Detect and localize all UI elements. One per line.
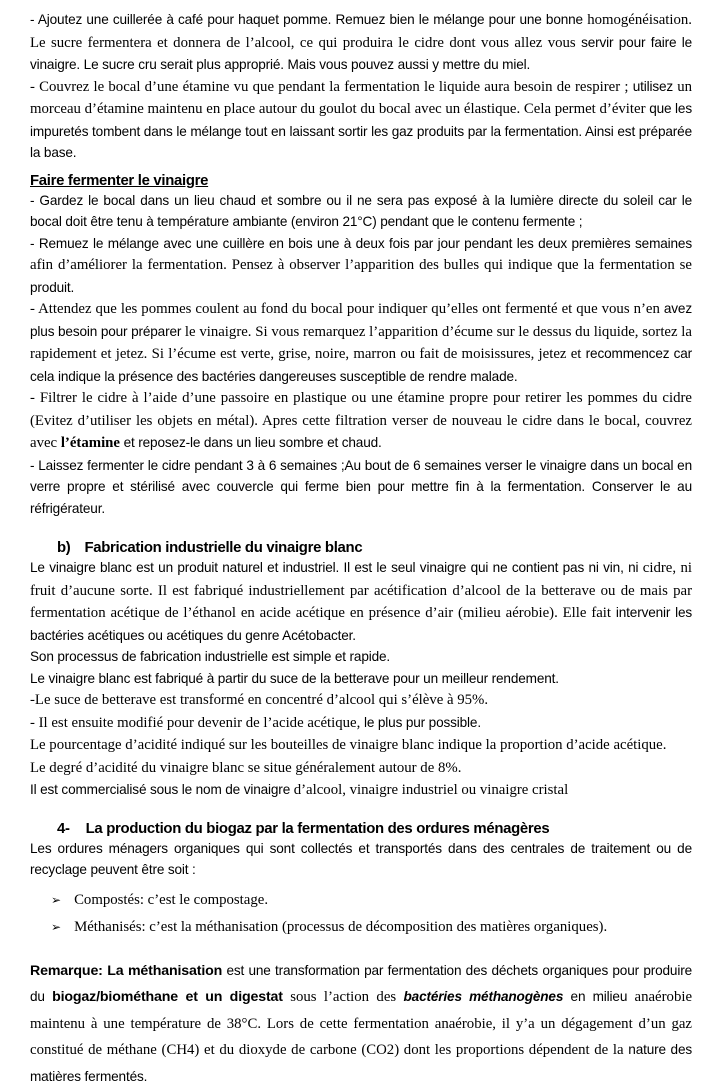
text-run: Les ordures ménagers organiques qui sont collectés et transportés dans des centrales de traitement ou de recyclage peuvent être soit : xyxy=(30,841,692,878)
list-item-text: Méthanisés: c’est la méthanisation (processus de décomposition des matières organiques). xyxy=(74,914,607,941)
text-run: est une transformation par fermentation des déchets organiques pour produire du xyxy=(30,963,692,1005)
paragraph-ajoutez xyxy=(30,9,692,76)
text-run: et reposez-le dans un lieu sombre et chaud. xyxy=(120,435,382,450)
text-run-bold: Remarque: La méthanisation xyxy=(30,963,222,979)
paragraph-filtrer xyxy=(30,387,692,455)
paragraph-couvrez xyxy=(30,76,692,164)
text-run: recommencez car cela indique la présence des bactéries dangereuses susceptible de rendre malade. xyxy=(30,346,692,384)
paragraph-gardez xyxy=(30,190,692,233)
text-run: en milieu xyxy=(563,989,634,1004)
heading-faire-fermenter: Faire fermenter le vinaigre xyxy=(30,173,692,189)
text-run: nature des matières fermentés. xyxy=(30,1042,692,1084)
text-run: Le pourcentage d’acidité indiqué sur les bouteilles de vinaigre blanc indique la proportion d’acide acétique. xyxy=(30,737,666,753)
arrow-bullet-icon: ➢ xyxy=(51,914,61,941)
heading-label: b) xyxy=(57,540,70,556)
text-run: - Attendez que les pommes coulent au fond du bocal pour indiquer qu’elles ont fermenté et que vous n’en xyxy=(30,301,664,317)
list-item-methanises xyxy=(51,914,692,941)
text-run: - Il est ensuite modifié pour devenir de l’acide acétique, xyxy=(30,715,360,731)
paragraph-pourcentage xyxy=(30,734,692,757)
bullet-list xyxy=(51,887,692,941)
paragraph-degre xyxy=(30,757,692,780)
paragraph-remarque xyxy=(30,958,692,1090)
text-run: produit. xyxy=(30,280,74,295)
text-run: afin d’améliorer la fermentation. Pensez à observer l’apparition des bulles qui indique que la fermentation se xyxy=(30,257,692,273)
text-run: - Couvrez le bocal d’une étamine vu que pendant la fermentation le liquide aura besoin de respirer ; xyxy=(30,79,633,95)
text-run: Le vinaigre blanc est un produit naturel et industriel. Il est le seul vinaigre qui ne contient pas ni vin, ni xyxy=(30,560,643,575)
arrow-bullet-icon: ➢ xyxy=(51,887,61,914)
text-run: avez plus besoin pour préparer xyxy=(30,301,692,339)
paragraph-laissez xyxy=(30,455,692,520)
heading-production-biogaz xyxy=(57,821,692,837)
paragraph-vinaigre-blanc xyxy=(30,557,692,646)
text-run: Le degré d’acidité du vinaigre blanc se situe généralement autour de 8%. xyxy=(30,760,461,776)
paragraph-processus xyxy=(30,646,692,668)
text-run: utilisez xyxy=(633,79,678,94)
text-run: - Laissez fermenter le cidre pendant 3 à 6 semaines ;Au bout de 6 semaines verser le vinaigre dans un bocal en verre propre et stérilisé avec couvercle qui ferme bien pour mettre fin à la fermentation. Conserver le au réfrigérateur. xyxy=(30,458,692,516)
text-run: le vinaigre. Si vous remarquez l’apparition d’écume sur le dessus du liquide, sortez la rapidement et jetez. Si l’écume est verte, grise, noire, marron ou fait de moisissures, jetez et xyxy=(30,324,692,363)
heading-text: Fabrication industrielle du vinaigre blanc xyxy=(84,540,362,556)
paragraph-betterave xyxy=(30,668,692,690)
text-run: le plus pur possible. xyxy=(360,715,481,730)
text-run: - Gardez le bocal dans un lieu chaud et sombre ou il ne sera pas exposé à la lumière directe du soleil car le bocal doit être tenu à température ambiante (environ 21°C) pendant que le contenu fermente ; xyxy=(30,193,692,230)
text-run: -Le suce de betterave est transformé en concentré d’alcool qui s’élève à 95%. xyxy=(30,692,488,708)
text-run: servir pour faire le vinaigre. Le sucre cru serait plus approprié. Mais vous pouvez aussi y mettre du miel. xyxy=(30,35,692,73)
text-run: sous l’action des xyxy=(283,989,404,1005)
text-run: d’alcool, vinaigre industriel ou vinaigre cristal xyxy=(294,782,568,798)
paragraph-attendez xyxy=(30,298,692,387)
text-run: Il est commercialisé sous le nom de vinaigre xyxy=(30,782,294,797)
text-run: Son processus de fabrication industrielle est simple et rapide. xyxy=(30,649,390,664)
paragraph-acide-acetique xyxy=(30,712,692,735)
text-run-bold: l’étamine xyxy=(61,435,120,451)
text-run: - Remuez le mélange avec une cuillère en bois une à deux fois par jour pendant les deux premières semaines xyxy=(30,236,692,251)
heading-text: La production du biogaz par la fermentation des ordures ménagères xyxy=(86,821,550,837)
text-run: anaérobie maintenu à une température de 38°C. Lors de cette fermentation anaérobie, il y’a un dégagement d’un gaz constitué de méthane (CH4) et du dioxyde de carbone (CO2) dont les proportions dépendent de la xyxy=(30,989,692,1058)
text-run: - Filtrer le cidre à l’aide d’une passoire en plastique ou une étamine propre pour retirer les pommes du cidre (Evitez d’utiliser les objets en métal). Apres cette filtration verser de nouveau le cidre dans le bocal, couvrez avec xyxy=(30,390,692,451)
text-run: Le vinaigre blanc est fabriqué à partir du suce de la betterave pour un meilleur rendement. xyxy=(30,671,559,686)
paragraph-suce-transforme xyxy=(30,689,692,712)
text-run: homogénéisation. Le sucre fermentera et donnera de l’alcool, ce qui produira le cidre dont vous allez vous xyxy=(30,12,692,51)
heading-fabrication-industrielle xyxy=(57,540,692,556)
text-run: - Ajoutez une cuillerée à café pour haquet pomme. Remuez bien le mélange pour une bonne xyxy=(30,12,587,27)
list-item-compostes xyxy=(51,887,692,914)
paragraph-ordures xyxy=(30,838,692,881)
text-run-bold: biogaz/biométhane et un digestat xyxy=(52,989,283,1005)
text-run: intervenir les bactéries acétiques ou acétiques du genre Acétobacter. xyxy=(30,605,692,643)
heading-label: 4- xyxy=(57,821,70,837)
text-run-bold-italic: bactéries méthanogènes xyxy=(404,989,564,1004)
text-run: cidre, ni fruit d’aucune sorte. Il est fabriqué industriellement par acétification d’alcool de la betterave ou de mais par fermentation acétique de l’éthanol en acide acétique en présence d’air (milieu aérobie). Elle fait xyxy=(30,560,692,621)
text-run: un morceau d’étamine maintenu en place autour du goulot du bocal avec un élastique. Cela permet d’éviter xyxy=(30,79,692,118)
paragraph-remuez xyxy=(30,233,692,299)
text-run: que les impuretés tombent dans le mélange tout en laissant sortir les gaz produits par la fermentation. Ainsi est préparée la base. xyxy=(30,101,692,160)
paragraph-commercialise xyxy=(30,779,692,802)
list-item-text: Compostés: c’est le compostage. xyxy=(74,887,268,914)
